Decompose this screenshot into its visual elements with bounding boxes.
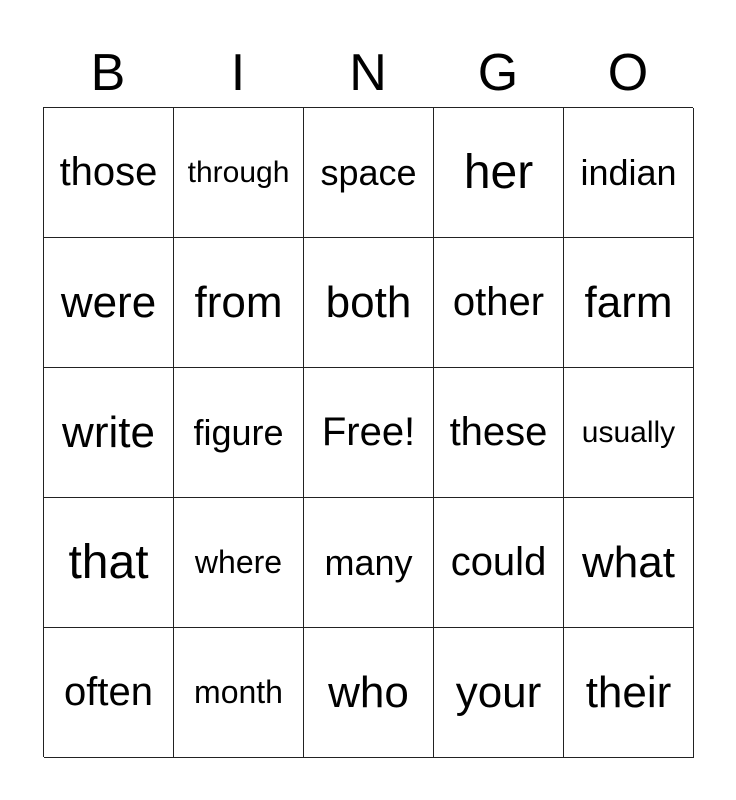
bingo-cell-r1-c5[interactable]: indian bbox=[564, 108, 694, 238]
bingo-header bbox=[43, 40, 693, 106]
bingo-cell-r3-c3[interactable]: Free! bbox=[304, 368, 434, 498]
bingo-cell-r3-c1[interactable]: write bbox=[44, 368, 174, 498]
bingo-cell-r1-c2[interactable]: through bbox=[174, 108, 304, 238]
bingo-cell-r3-c4[interactable]: these bbox=[434, 368, 564, 498]
bingo-board bbox=[43, 107, 693, 757]
bingo-cell-r1-c4[interactable]: her bbox=[434, 108, 564, 238]
header-letter-i: I bbox=[230, 44, 246, 102]
bingo-cell-r5-c4[interactable]: your bbox=[434, 628, 564, 758]
bingo-cell-r1-c1[interactable]: those bbox=[44, 108, 174, 238]
header-letter-o: O bbox=[607, 44, 649, 102]
bingo-cell-r2-c3[interactable]: both bbox=[304, 238, 434, 368]
bingo-cell-r4-c2[interactable]: where bbox=[174, 498, 304, 628]
bingo-cell-r5-c3[interactable]: who bbox=[304, 628, 434, 758]
bingo-cell-r4-c1[interactable]: that bbox=[44, 498, 174, 628]
bingo-cell-r1-c3[interactable]: space bbox=[304, 108, 434, 238]
bingo-cell-r5-c2[interactable]: month bbox=[174, 628, 304, 758]
bingo-cell-r3-c2[interactable]: figure bbox=[174, 368, 304, 498]
bingo-cell-r3-c5[interactable]: usually bbox=[564, 368, 694, 498]
header-letter-n: N bbox=[349, 44, 387, 102]
bingo-cell-r5-c5[interactable]: their bbox=[564, 628, 694, 758]
bingo-cell-r4-c4[interactable]: could bbox=[434, 498, 564, 628]
header-letter-g: G bbox=[477, 44, 519, 102]
bingo-cell-r2-c2[interactable]: from bbox=[174, 238, 304, 368]
bingo-cell-r4-c3[interactable]: many bbox=[304, 498, 434, 628]
bingo-cell-r5-c1[interactable]: often bbox=[44, 628, 174, 758]
bingo-cell-r2-c1[interactable]: were bbox=[44, 238, 174, 368]
bingo-cell-r2-c5[interactable]: farm bbox=[564, 238, 694, 368]
header-letter-b: B bbox=[90, 44, 126, 102]
bingo-cell-r2-c4[interactable]: other bbox=[434, 238, 564, 368]
bingo-cell-r4-c5[interactable]: what bbox=[564, 498, 694, 628]
